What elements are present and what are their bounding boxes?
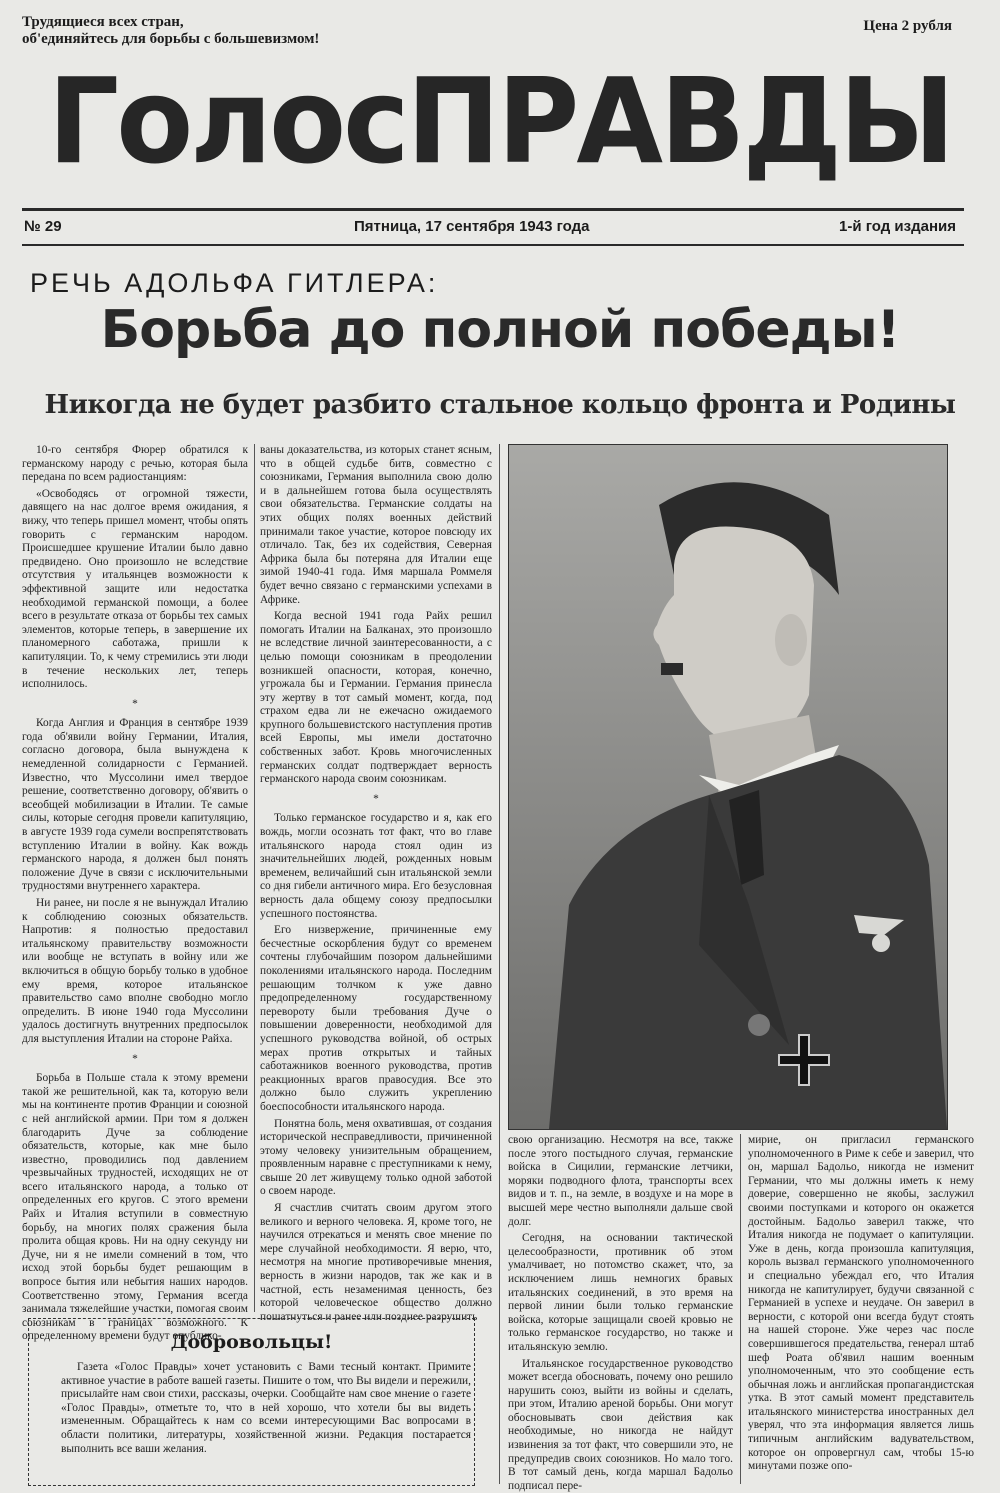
issue-number: № 29 xyxy=(24,218,62,235)
paragraph: 10-го сентября Фюрер обратился к германскому народу с речью, которая была передана по всем радиостанциям: xyxy=(22,444,248,485)
portrait-image xyxy=(509,445,947,1129)
paragraph: Я счастлив считать своим другом этого великого и верного человека. Я, кроме того, не научился отрекаться и менять свое мнение по мере случайной необходимости. Я верю, что, несмотря на многие противоречивые мнения, верность в жизни народов, так же как и в частной, есть незаменимая ценность, без которой человеческое общество должно пошатнуться и ранее или позднее разрушить xyxy=(260,1202,492,1324)
article-column-3 xyxy=(508,1134,733,1484)
issue-info-row xyxy=(24,218,962,240)
masthead-rule-bottom xyxy=(22,244,964,246)
column-divider xyxy=(254,444,255,1312)
paragraph: Понятна боль, меня охватившая, от создания исторической несправедливости, причиненной этому человеку унизительным обращением, проявленным наравне с преступниками к нему, свыше 20 лет живущему только одной заботой о своем народе. xyxy=(260,1118,492,1200)
article-column-2 xyxy=(260,444,492,1312)
paragraph: Его низвержение, причиненные ему бесчестные оскорбления будут со временем сочтены глубочайшим позором дальнейшими поколениями итальянского народа. Последним решающим толчком к уже давно предопределенному государственному перевороту были требования Дуче о повышении доверенности, необходимой для успешного руководства войной, об острых мерах против открытых и тайных саботажников военного руководства, против реакционных врагов правосудия. Все это должно было служить укреплению боеспособности итальянского народа. xyxy=(260,924,492,1114)
volunteers-box xyxy=(28,1318,475,1486)
paragraph: свою организацию. Несмотря на все, также после этого постыдного случая, германские войска в Сицилии, германские летчики, моряки подводного флота, транспорты всех видов и т. п., на земле, в воздухе и на море в высшей мере честно выполняли дальше свой долг. xyxy=(508,1134,733,1229)
newspaper-title: ГолосПРАВДЫ xyxy=(30,59,970,185)
paragraph: ваны доказательства, из которых станет ясным, что в общей судьбе битв, совместно с союзниками, Германия выполнила свою долю и в дальнейшем готова была осуществлять свои обязательства. Германские солдаты на этих общих полях военных действий принимали такое участие, которое повсюду их отличало. Так, без их содействия, Северная Африка была бы потеряна для Италии еще зимой 1940-41 года. Имя маршала Роммеля будет вечно связано с германскими успехами в Африке. xyxy=(260,444,492,607)
paragraph: Когда весной 1941 года Райх решил помогать Италии на Балканах, это произошло не вследствие личной заинтересованности, а с целью помощи союзникам в преодолении возникшей опасности, которая, конечно, угрожала бы и Германии. Германия принесла эту жертву в тот самый момент, когда, под страхом едва ли не ежечасно ожидаемого крупного большевистского наступления против всей Европы, мы имели достаточно собственных забот. Кровь многочисленных германских солдат подтверждает верность германского народа своим союзникам. xyxy=(260,610,492,787)
price-label: Цена 2 рубля xyxy=(863,18,952,35)
lead-subhead: Никогда не будет разбито стальное кольцо фронта и Родины xyxy=(0,390,1000,420)
lead-kicker: РЕЧЬ АДОЛЬФА ГИТЛЕРА: xyxy=(30,268,438,299)
column-divider xyxy=(740,1134,741,1484)
article-column-4 xyxy=(748,1134,974,1484)
paragraph: Ни ранее, ни после я не вынуждал Италию к соблюдению союзных обязательств. Напротив: я полностью предоставил итальянскому правительству возможности или вообще не вступать в войну или же включиться в общую борьбу только в удобное ему время, которое итальянское правительство само вполне свободно могло определить. В июне 1940 года Муссолини удалось достигнуть внутренних предпосылок для выступления Италии на стороне Райха. xyxy=(22,897,248,1047)
paragraph: Итальянское государственное руководство может всегда обосновать, почему оно решило нарушить союз, выйти из войны и сделать, при этом, Италию ареной борьбы. Они могут обосновывать свои действия как необходимые, но никогда не найдут извинения за тот факт, что совершили это, не предупредив своих союзников. Но мало того. В тот самый день, когда маршал Бадольо подписал пере- xyxy=(508,1358,733,1493)
section-separator: * xyxy=(260,793,492,807)
portrait-photo xyxy=(508,444,948,1130)
column-divider xyxy=(499,444,500,1484)
paragraph: Только германское государство и я, как его вождь, могли осознать тот факт, что во главе итальянского народа стоял один из значительнейших людей, рожденных новым временем, величайший сын итальянской земли со дня гибели античного мира. Его безусловная верность дала общему союзу предпосылки успешного постоянства. xyxy=(260,812,492,921)
paragraph: «Освободясь от огромной тяжести, давящего на нас долгое время ожидания, я вижу, что теперь пришел момент, чтобы опять говорить с германским народом. Происшедшее крушение Италии было давно предвидено. Оно произошло не вследствие отсутствия у итальянцев возможности к эффективной защите или недостатка необходимой германской помощи, а более всего в результате отказа от борьбы тех самых элементов, которые теперь, в завершение их планомерного саботажа, пришли к капитуляции. То, к чему стремились эти люди в течение нескольких лет, теперь исполнилось. xyxy=(22,488,248,692)
paragraph: мирие, он пригласил германского уполномоченного в Риме к себе и заверил, что он, маршал Бадольо, никогда не изменит Германии, что мы должны иметь к нему доверие, совершенно не якобы, заслужил своими поступками и которого он окажется достойным. Бадольо заверил также, что Италия никогда не подумает о капитуляции. Уже в день, когда произошла капитуляция, король вызвал германского уполномоченного и специально убеждал его, что Италия никогда не капитулирует, будучи связанной с Германией в успехе и неудаче. Он заверил в верности, с которой они всегда будут стоять на нашей стороне. Уже через час после совершившегося предательства, генерал штаб шеф Роата об'явил нашим военным уполномоченным, что это сообщение есть обычная ложь и английская пропагандистская утка. В этот самый момент представитель итальянского министерства иностранных дел уверял, что эта информация является лишь типичным английским вадувательством, которое он опровергнул сам, чтобы 15-ю минутами позже опо- xyxy=(748,1134,974,1474)
volunteers-title: Добровольцы! xyxy=(29,1331,474,1353)
paragraph: Борьба в Польше стала к этому времени такой же решительной, как та, которую вели мы на континенте против Франции и союзной с ней английской армии. При том я должен благодарить Дуче за соблюдение обязательств, которые, как мне было известно, проводились под давлением чрезвычайных трудностей, исходящих не от всего итальянского народа, а только от определенных его кругов. С этого времени Райх и Италия вступили в совместную борьбу, на многих полях сражения была пролита общая кровь. Ни на одну секунду ни Дуче, ни я не имели сомнений в том, что исход этой борьбы будет решающим в вопросе бытия или небытия наших народов. Соответственно этому, Германия всегда занимала тяжелейшие участки, помогая своим союзникам в границах возможного. К определенному времени будут опублико- xyxy=(22,1072,248,1344)
paragraph: Когда Англия и Франция в сентябре 1939 года об'явили войну Германии, Италия, согласно договора, была вынуждена к немедленной солидарности с Германией. Известно, что Муссолини имел твердое решение, соответственно договору, об'явить о всеобщей мобилизации в Италии. Те самые силы, которые сегодня провели капитуляцию, в августе 1939 года сумели воспрепятствовать вступлению Италии в войну. Как вождь германского народа, я должен был понять положение Дуче в связи с исключительными трудностями внутреннего характера. xyxy=(22,717,248,894)
section-separator: * xyxy=(22,698,248,712)
masthead-rule-top xyxy=(22,208,964,211)
publication-year: 1-й год издания xyxy=(839,218,956,235)
article-column-1 xyxy=(22,444,248,1312)
lead-headline: Борьба до полной победы! xyxy=(0,300,1000,360)
volunteers-text: Газета «Голос Правды» хочет установить с Вами тесный контакт. Примите активное участие в работе вашей газеты. Пишите о том, что Вы видели и пережили, присылайте нам свои стихи, рассказы, очерки. Сообщайте нам свое мнение о газете «Голос Правды», отметьте то, что в ней хорошо, что хотели бы вы видеть измененным. Обращайтесь к нам со всеми интересующими Вас вопросами в области политики, литературы, хозяйственной жизни. Редакция постарается выполнить все ваши желания. xyxy=(61,1361,471,1456)
paragraph: Сегодня, на основании тактической целесообразности, противник об этом умалчивает, но потомство скажет, что, за исключением лишь немногих бравых итальянских соединений, в это время на первой линии были только германские войска, которые защищали своей кровью не только германское государство, но также и итальянскую землю. xyxy=(508,1232,733,1354)
section-separator: * xyxy=(22,1053,248,1067)
masthead-motto: Трудящиеся всех стран, об'единяйтесь для борьбы с большевизмом! xyxy=(22,14,319,48)
issue-date: Пятница, 17 сентября 1943 года xyxy=(354,218,590,235)
